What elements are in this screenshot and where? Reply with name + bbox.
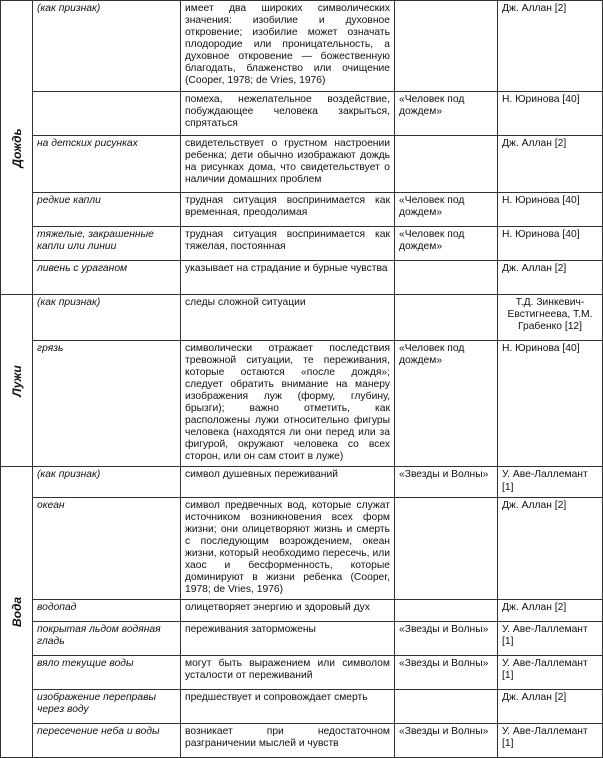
author-cell: У. Аве-Лаллемант [1] [498, 621, 603, 655]
meaning-cell: следы сложной ситуации [181, 295, 395, 341]
meaning-cell: олицетворяет энергию и здоровый дух [181, 599, 395, 621]
author-cell: Н. Юринова [40] [498, 92, 603, 136]
sign-cell: (как признак) [33, 467, 181, 497]
sign-cell: ливень с ураганом [33, 261, 181, 295]
author-cell: Дж. Аллан [2] [498, 1, 603, 92]
test-cell: «Человек под дождем» [395, 92, 498, 136]
table-row [1, 136, 603, 193]
meaning-cell: символически отражает последствия тревожной ситуации, те переживания, которые остаются «после дождя»; следует обратить внимание на манеру изображения луж (форму, глубину, брызги); важно отметить, как расположены лужи относительно фигуры человека (находятся ли они перед или за фигурой, окружают человека со всех сторон, или он сам стоит в луже) [181, 341, 395, 467]
table-row [1, 497, 603, 599]
meaning-cell: переживания заторможены [181, 621, 395, 655]
test-cell [395, 497, 498, 599]
table-row [1, 261, 603, 295]
table-row [1, 341, 603, 467]
author-cell: У. Аве-Лаллемант [1] [498, 655, 603, 689]
author-cell: Дж. Аллан [2] [498, 261, 603, 295]
author-cell: Дж. Аллан [2] [498, 136, 603, 193]
test-cell: «Звезды и Волны» [395, 723, 498, 757]
test-cell: «Человек под дождем» [395, 227, 498, 261]
meaning-cell: имеет два широких символических значения: изобилие и духовное откровение; изобилие может означать плодородие или проницательность, а духовное откровение — божественную благодать, блаженство или очищение (Cooper, 1978; de Vries, 1976) [181, 1, 395, 92]
sign-cell: водопад [33, 599, 181, 621]
author-cell: Н. Юринова [40] [498, 193, 603, 227]
test-cell [395, 136, 498, 193]
table-row [1, 295, 603, 341]
meaning-cell: трудная ситуация воспринимается как тяжелая, постоянная [181, 227, 395, 261]
table-row [1, 655, 603, 689]
group-label-water: Вода [1, 467, 33, 757]
test-cell [395, 295, 498, 341]
author-cell: Т.Д. Зинкевич-Евстигнеева, Т.М. Грабенко [12] [498, 295, 603, 341]
sign-cell [33, 92, 181, 136]
meaning-cell: могут быть выражением или символом усталости от переживаний [181, 655, 395, 689]
author-cell: Н. Юринова [40] [498, 227, 603, 261]
test-cell [395, 1, 498, 92]
test-cell [395, 689, 498, 723]
sign-cell: вяло текущие воды [33, 655, 181, 689]
meaning-cell: символ предвечных вод, которые служат источником возникновения всех форм жизни; они олицетворяют жизнь и смерть с последующим возрождением, океан жизни, который необходимо пересечь, или хаос и бесформенность, которые доминируют в жизни ребенка (Cooper, 1978; de Vries, 1976) [181, 497, 395, 599]
table-row [1, 1, 603, 92]
sign-cell: тяжелые, закрашенные капли или линии [33, 227, 181, 261]
author-cell: Дж. Аллан [2] [498, 689, 603, 723]
test-cell: «Звезды и Волны» [395, 621, 498, 655]
author-cell: Дж. Аллан [2] [498, 497, 603, 599]
sign-cell: редкие капли [33, 193, 181, 227]
sign-cell: изображение переправы через воду [33, 689, 181, 723]
meaning-cell: возникает при недостаточном разграничении мыслей и чувств [181, 723, 395, 757]
sign-cell: грязь [33, 341, 181, 467]
table-row [1, 193, 603, 227]
author-cell: Н. Юринова [40] [498, 341, 603, 467]
test-cell [395, 599, 498, 621]
table-row [1, 227, 603, 261]
sign-cell: пересечение неба и воды [33, 723, 181, 757]
test-cell: «Человек под дождем» [395, 341, 498, 467]
author-cell: У. Аве-Лаллемант [1] [498, 467, 603, 497]
test-cell [395, 261, 498, 295]
author-cell: У. Аве-Лаллемант [1] [498, 723, 603, 757]
meaning-cell: трудная ситуация воспринимается как временная, преодолимая [181, 193, 395, 227]
table-row [1, 723, 603, 757]
sign-cell: покрытая льдом водяная гладь [33, 621, 181, 655]
test-cell: «Звезды и Волны» [395, 655, 498, 689]
author-cell: Дж. Аллан [2] [498, 599, 603, 621]
meaning-cell: помеха, нежелательное воздействие, побуждающее человека закрыться, спрятаться [181, 92, 395, 136]
meaning-cell: свидетельствует о грустном настроении ребенка; дети обычно изображают дождь на рисунках дома, что свидетельствует о наличии домашних проблем [181, 136, 395, 193]
sign-cell: на детских рисунках [33, 136, 181, 193]
meaning-cell: указывает на страдание и бурные чувства [181, 261, 395, 295]
sign-cell: океан [33, 497, 181, 599]
table-row [1, 621, 603, 655]
table-row [1, 599, 603, 621]
test-cell: «Человек под дождем» [395, 193, 498, 227]
group-label-puddles: Лужи [1, 295, 33, 467]
table-row [1, 92, 603, 136]
meaning-cell: символ душевных переживаний [181, 467, 395, 497]
meaning-cell: предшествует и сопровождает смерть [181, 689, 395, 723]
sign-cell: (как признак) [33, 295, 181, 341]
table-row [1, 467, 603, 497]
sign-cell: (как признак) [33, 1, 181, 92]
test-cell: «Звезды и Волны» [395, 467, 498, 497]
group-label-rain: Дождь [1, 1, 33, 295]
table-row [1, 689, 603, 723]
